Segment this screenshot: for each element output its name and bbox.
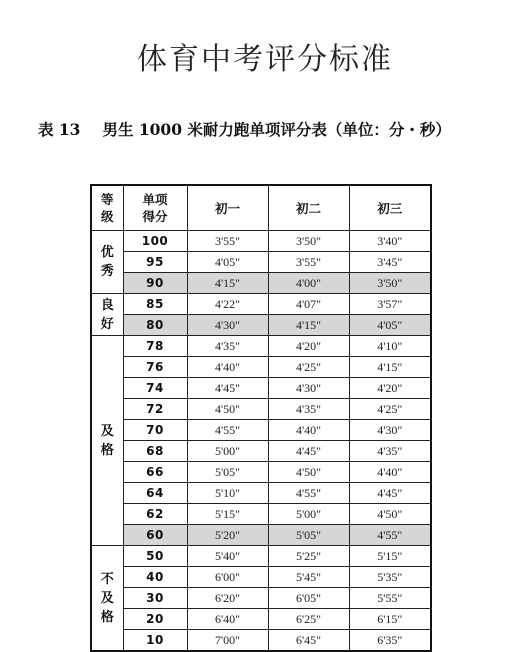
grade2-time-cell: 6'45" (268, 630, 349, 652)
grade3-time-cell: 6'15" (349, 609, 431, 630)
score-cell: 40 (123, 567, 187, 588)
score-cell: 20 (123, 609, 187, 630)
grade2-time-cell: 5'25" (268, 546, 349, 567)
table-caption-text: 男生 1000 米耐力跑单项评分表（单位：分・秒） (102, 120, 451, 139)
grade1-time-cell: 6'20" (187, 588, 268, 609)
table-row (91, 231, 431, 252)
grade1-time-cell: 4'05" (187, 252, 268, 273)
table-row (91, 420, 431, 441)
table-row (91, 273, 431, 294)
table-row (91, 462, 431, 483)
grade1-time-cell: 7'00" (187, 630, 268, 652)
grade3-time-cell: 4'25" (349, 399, 431, 420)
grade3-time-cell: 4'05" (349, 315, 431, 336)
score-cell: 95 (123, 252, 187, 273)
level-group-cell: 及 格 (91, 336, 123, 546)
header-grade3: 初三 (349, 185, 431, 231)
score-cell: 70 (123, 420, 187, 441)
grade3-time-cell: 4'50" (349, 504, 431, 525)
grade2-time-cell: 4'07" (268, 294, 349, 315)
score-cell: 78 (123, 336, 187, 357)
score-cell: 30 (123, 588, 187, 609)
table-row (91, 357, 431, 378)
grade2-time-cell: 4'30" (268, 378, 349, 399)
score-cell: 74 (123, 378, 187, 399)
grade3-time-cell: 4'40" (349, 462, 431, 483)
grade2-time-cell: 4'45" (268, 441, 349, 462)
score-cell: 66 (123, 462, 187, 483)
grade2-time-cell: 4'40" (268, 420, 349, 441)
grade2-time-cell: 5'45" (268, 567, 349, 588)
grade3-time-cell: 3'40" (349, 231, 431, 252)
grade1-time-cell: 5'20" (187, 525, 268, 546)
table-row (91, 483, 431, 504)
grade2-time-cell: 3'55" (268, 252, 349, 273)
grade3-time-cell: 5'35" (349, 567, 431, 588)
header-level: 等 级 (91, 185, 123, 231)
grade3-time-cell: 4'10" (349, 336, 431, 357)
grade1-time-cell: 4'15" (187, 273, 268, 294)
grade3-time-cell: 5'55" (349, 588, 431, 609)
grade2-time-cell: 4'15" (268, 315, 349, 336)
grade1-time-cell: 5'10" (187, 483, 268, 504)
table-row (91, 336, 431, 357)
grade1-time-cell: 3'55" (187, 231, 268, 252)
grade2-time-cell: 4'55" (268, 483, 349, 504)
table-row (91, 399, 431, 420)
grade1-time-cell: 5'15" (187, 504, 268, 525)
page-title: 体育中考评分标准 (137, 42, 393, 77)
grade1-time-cell: 5'05" (187, 462, 268, 483)
score-cell: 10 (123, 630, 187, 652)
grade3-time-cell: 6'35" (349, 630, 431, 652)
score-cell: 50 (123, 546, 187, 567)
score-cell: 85 (123, 294, 187, 315)
header-grade2: 初二 (268, 185, 349, 231)
grade3-time-cell: 3'45" (349, 252, 431, 273)
grade2-time-cell: 4'20" (268, 336, 349, 357)
scoring-table (90, 184, 432, 652)
table-row (91, 567, 431, 588)
grade3-time-cell: 4'20" (349, 378, 431, 399)
grade2-time-cell: 3'50" (268, 231, 349, 252)
grade1-time-cell: 6'40" (187, 609, 268, 630)
score-cell: 100 (123, 231, 187, 252)
level-group-cell: 不 及 格 (91, 546, 123, 652)
grade1-time-cell: 4'35" (187, 336, 268, 357)
grade1-time-cell: 6'00" (187, 567, 268, 588)
grade3-time-cell: 4'30" (349, 420, 431, 441)
table-row (91, 441, 431, 462)
table-row (91, 378, 431, 399)
grade1-time-cell: 4'45" (187, 378, 268, 399)
grade2-time-cell: 4'35" (268, 399, 349, 420)
table-row (91, 294, 431, 315)
score-cell: 64 (123, 483, 187, 504)
table-header-row (91, 185, 431, 231)
grade2-time-cell: 5'05" (268, 525, 349, 546)
header-grade1: 初一 (187, 185, 268, 231)
table-row (91, 630, 431, 652)
table-caption-label: 表 13 (38, 120, 81, 139)
score-cell: 72 (123, 399, 187, 420)
table-row (91, 252, 431, 273)
table-caption (38, 118, 518, 140)
table-row (91, 504, 431, 525)
grade1-time-cell: 4'55" (187, 420, 268, 441)
header-score: 单项 得分 (123, 185, 187, 231)
table-row (91, 525, 431, 546)
grade1-time-cell: 4'50" (187, 399, 268, 420)
table-body (91, 231, 431, 652)
grade2-time-cell: 4'50" (268, 462, 349, 483)
grade2-time-cell: 5'00" (268, 504, 349, 525)
grade3-time-cell: 5'15" (349, 546, 431, 567)
score-cell: 90 (123, 273, 187, 294)
table-row (91, 609, 431, 630)
grade1-time-cell: 4'40" (187, 357, 268, 378)
table-row (91, 315, 431, 336)
grade1-time-cell: 5'00" (187, 441, 268, 462)
grade3-time-cell: 4'45" (349, 483, 431, 504)
grade2-time-cell: 6'25" (268, 609, 349, 630)
score-cell: 76 (123, 357, 187, 378)
level-group-cell: 优 秀 (91, 231, 123, 294)
grade3-time-cell: 4'55" (349, 525, 431, 546)
table-row (91, 546, 431, 567)
grade1-time-cell: 4'22" (187, 294, 268, 315)
grade3-time-cell: 3'50" (349, 273, 431, 294)
score-cell: 80 (123, 315, 187, 336)
score-cell: 60 (123, 525, 187, 546)
grade3-time-cell: 4'35" (349, 441, 431, 462)
grade3-time-cell: 3'57" (349, 294, 431, 315)
grade1-time-cell: 4'30" (187, 315, 268, 336)
level-group-cell: 良 好 (91, 294, 123, 336)
table-row (91, 588, 431, 609)
grade1-time-cell: 5'40" (187, 546, 268, 567)
grade2-time-cell: 4'00" (268, 273, 349, 294)
score-cell: 62 (123, 504, 187, 525)
grade2-time-cell: 6'05" (268, 588, 349, 609)
grade3-time-cell: 4'15" (349, 357, 431, 378)
grade2-time-cell: 4'25" (268, 357, 349, 378)
score-cell: 68 (123, 441, 187, 462)
